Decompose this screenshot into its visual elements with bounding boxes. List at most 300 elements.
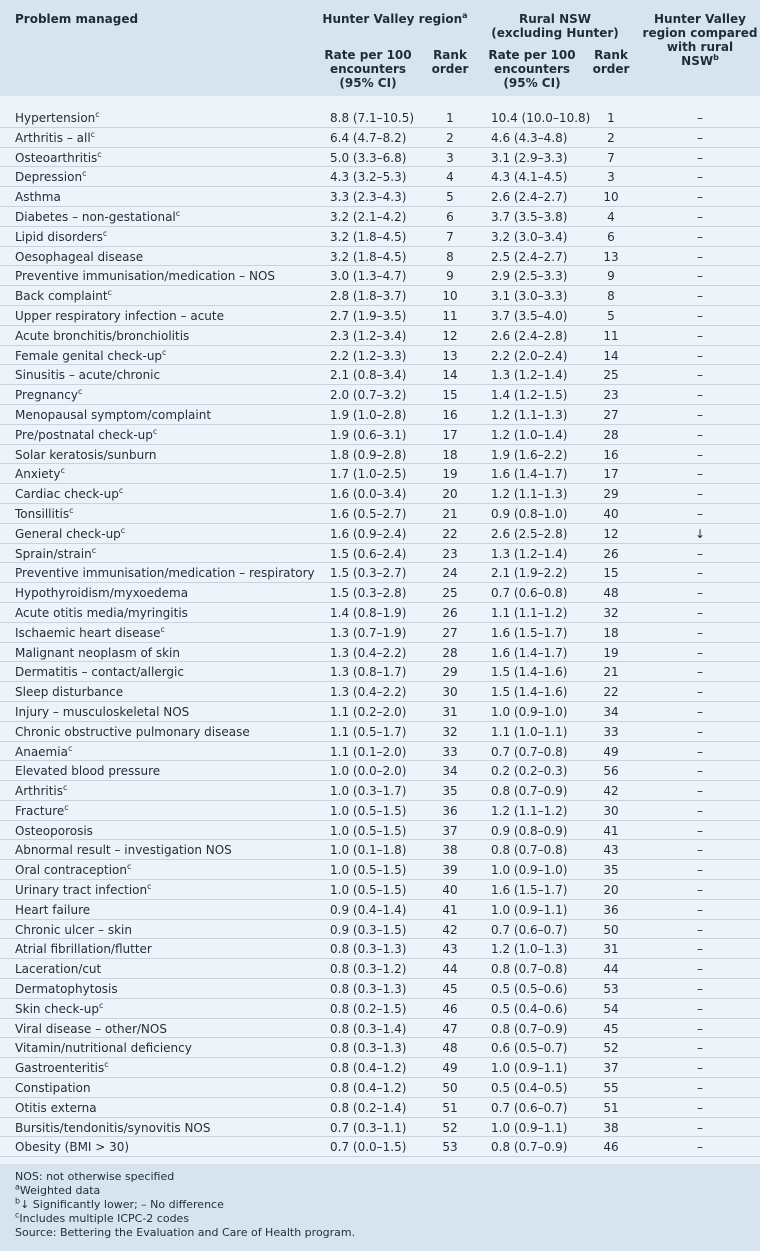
problem-text: Sinusitis – acute/chronic — [15, 368, 161, 383]
problem-cell — [15, 388, 82, 402]
table-row — [0, 365, 760, 385]
nsw-rank-cell: 34 — [603, 704, 619, 719]
comparison-cell: – — [697, 427, 703, 442]
comparison-cell: – — [697, 724, 703, 739]
header-problem: Problem managed — [15, 12, 139, 26]
comparison-cell: – — [697, 843, 703, 858]
problem-cell — [15, 151, 102, 165]
nsw-rank-cell: 2 — [607, 130, 615, 145]
problem-text: Cardiac check-up — [15, 487, 119, 502]
footnote-nos: NOS: not otherwise specified — [15, 1170, 175, 1183]
footnote-b-text: ↓ Significantly lower; – No difference — [20, 1198, 224, 1211]
table-row — [0, 207, 760, 227]
nsw-rank-cell: 32 — [603, 605, 619, 620]
nsw-rank-cell: 43 — [603, 843, 619, 858]
nsw-rate-cell: 1.0 (0.9–1.1) — [491, 1061, 568, 1076]
hunter-rate-cell: 1.1 (0.2–2.0) — [330, 704, 407, 719]
nsw-rate-cell: 2.6 (2.4–2.7) — [491, 190, 568, 205]
problem-cell — [15, 467, 65, 481]
hunter-rate-cell: 1.0 (0.3–1.7) — [330, 784, 407, 799]
problem-footnote-sup: c — [67, 743, 73, 753]
hunter-rate-cell: 0.9 (0.3–1.5) — [330, 922, 407, 937]
nsw-rank-cell: 9 — [607, 269, 615, 284]
hunter-rank-cell: 7 — [446, 229, 454, 244]
nsw-rank-cell: 46 — [603, 1140, 619, 1155]
comparison-cell: – — [697, 982, 703, 997]
hunter-rate-cell: 1.0 (0.5–1.5) — [330, 803, 407, 818]
problem-text: Preventive immunisation/medication – respiratory — [15, 566, 315, 581]
problem-text: Chronic ulcer – skin — [15, 922, 132, 937]
comparison-cell: – — [697, 348, 703, 363]
problem-cell — [15, 566, 315, 580]
hunter-rank-cell: 5 — [446, 190, 454, 205]
nsw-rate-cell: 2.6 (2.5–2.8) — [491, 526, 568, 541]
subheader-nsw-rank-line1: Rank — [594, 48, 628, 62]
comparison-cell: – — [697, 289, 703, 304]
problem-text: Obesity (BMI > 30) — [15, 1140, 130, 1155]
hunter-rank-cell: 11 — [442, 308, 458, 323]
nsw-rank-cell: 17 — [603, 467, 619, 482]
subheader-nsw-rate-line1: Rate per 100 — [488, 48, 576, 62]
table-row — [0, 504, 760, 524]
comparison-cell: – — [697, 665, 703, 680]
header-rural-line2: (excluding Hunter) — [491, 26, 619, 40]
nsw-rank-cell: 28 — [603, 427, 619, 442]
nsw-rate-cell: 0.8 (0.7–0.9) — [491, 784, 568, 799]
nsw-rank-cell: 13 — [603, 249, 619, 264]
hunter-rank-cell: 2 — [446, 130, 454, 145]
hunter-rank-cell: 6 — [446, 209, 454, 224]
problem-cell — [15, 646, 180, 660]
problem-text: Laceration/cut — [15, 962, 102, 977]
header-rural-line1: Rural NSW — [518, 12, 591, 26]
footnote-a-sup: a — [15, 1182, 20, 1192]
problem-cell — [15, 784, 67, 798]
comparison-cell: – — [697, 506, 703, 521]
problem-text: General check-up — [15, 526, 121, 541]
table-row — [0, 860, 760, 880]
hunter-rate-cell: 1.3 (0.4–2.2) — [330, 685, 407, 700]
table-row — [0, 801, 760, 821]
comparison-cell: – — [697, 249, 703, 264]
problem-cell — [15, 269, 275, 283]
nsw-rank-cell: 12 — [603, 526, 619, 541]
nsw-rank-cell: 50 — [603, 922, 619, 937]
problem-footnote-sup: c — [69, 505, 74, 515]
comparison-cell: – — [697, 209, 703, 224]
subheader-hv-rate-line2: encounters — [329, 62, 407, 76]
hunter-rank-cell: 43 — [442, 942, 458, 957]
nsw-rank-cell: 14 — [603, 348, 619, 363]
hunter-rank-cell: 32 — [442, 724, 458, 739]
nsw-rank-cell: 52 — [603, 1041, 619, 1056]
problem-text: Pregnancy — [15, 388, 78, 403]
problem-cell — [15, 210, 180, 224]
table-row — [0, 623, 760, 643]
nsw-rank-cell: 16 — [603, 447, 619, 462]
hunter-rate-cell: 2.3 (1.2–3.4) — [330, 328, 407, 343]
nsw-rank-cell: 22 — [603, 685, 619, 700]
comparison-cell: – — [697, 1061, 703, 1076]
problem-text: Oesophageal disease — [15, 249, 144, 264]
problem-text: Chronic obstructive pulmonary disease — [15, 724, 250, 739]
hunter-rank-cell: 1 — [446, 111, 454, 125]
problem-cell — [15, 1121, 211, 1135]
comparison-cell: – — [697, 902, 703, 917]
hunter-rank-cell: 35 — [442, 784, 458, 799]
nsw-rate-cell: 0.6 (0.5–0.7) — [491, 1041, 568, 1056]
subheader-nsw-rate-line2: encounters — [493, 62, 571, 76]
problem-text: Dermatophytosis — [15, 982, 118, 997]
problem-footnote-sup: c — [162, 347, 167, 357]
comparison-cell: – — [697, 328, 703, 343]
nsw-rate-cell: 1.0 (0.9–1.0) — [491, 704, 568, 719]
nsw-rate-cell: 0.2 (0.2–0.3) — [491, 764, 568, 779]
table-header — [0, 0, 760, 96]
nsw-rate-cell: 0.5 (0.5–0.6) — [491, 982, 568, 997]
table-row — [0, 920, 760, 940]
problem-cell — [15, 250, 143, 264]
problem-text: Acute bronchitis/bronchiolitis — [15, 328, 190, 343]
hunter-rate-cell: 0.8 (0.3–1.3) — [330, 982, 407, 997]
problem-text: Dermatitis – contact/allergic — [15, 665, 184, 680]
problem-text: Ischaemic heart disease — [15, 625, 161, 640]
footnote-a — [15, 1184, 100, 1197]
hunter-rank-cell: 18 — [442, 447, 458, 462]
hunter-rank-cell: 13 — [442, 348, 458, 363]
hunter-rank-cell: 24 — [442, 566, 458, 581]
table-row — [0, 346, 760, 366]
problem-text: Arthritis – all — [15, 130, 91, 145]
table-row — [0, 880, 760, 900]
problem-text: Osteoarthritis — [15, 150, 98, 165]
problem-footnote-sup: c — [77, 387, 83, 397]
problem-footnote-sup: c — [104, 1060, 109, 1070]
comparison-cell: – — [697, 645, 703, 660]
subheader-hv-rate-line3: (95% CI) — [339, 76, 397, 90]
hunter-rate-cell: 1.0 (0.5–1.5) — [330, 823, 407, 838]
hunter-rank-cell: 45 — [442, 982, 458, 997]
nsw-rank-cell: 49 — [603, 744, 619, 759]
comparison-cell: – — [697, 883, 703, 898]
hunter-rate-cell: 1.8 (0.9–2.8) — [330, 447, 407, 462]
problem-footnote-sup: c — [107, 288, 112, 298]
comparison-cell: – — [697, 605, 703, 620]
nsw-rate-cell: 0.8 (0.7–0.8) — [491, 843, 568, 858]
nsw-rate-cell: 1.5 (1.4–1.6) — [491, 665, 568, 680]
problem-footnote-sup: c — [90, 129, 96, 139]
problem-text: Acute otitis media/myringitis — [15, 605, 188, 620]
problem-footnote-sup: c — [152, 426, 158, 436]
problem-cell — [15, 863, 131, 877]
nsw-rank-cell: 45 — [603, 1021, 619, 1036]
problem-cell — [15, 309, 224, 323]
nsw-rate-cell: 1.0 (0.9–1.1) — [491, 902, 568, 917]
comparison-cell: – — [697, 803, 703, 818]
header-compare-line4: NSW — [681, 54, 714, 68]
hunter-rank-cell: 40 — [442, 883, 458, 898]
problem-footnote-sup: c — [97, 149, 102, 159]
problem-cell — [15, 843, 232, 857]
problem-text: Hypertension — [15, 111, 96, 125]
problem-cell — [15, 764, 160, 778]
problem-cell — [15, 230, 107, 244]
problem-text: Viral disease – other/NOS — [15, 1021, 167, 1036]
table-row — [0, 286, 760, 306]
problem-text: Diabetes – non-gestational — [15, 209, 176, 224]
comparison-cell: – — [697, 1120, 703, 1135]
hunter-rank-cell: 38 — [442, 843, 458, 858]
table-row — [0, 939, 760, 959]
nsw-rank-cell: 31 — [603, 942, 619, 957]
nsw-rate-cell: 1.0 (0.9–1.0) — [491, 863, 568, 878]
comparison-cell: – — [697, 368, 703, 383]
hunter-rate-cell: 2.2 (1.2–3.3) — [330, 348, 407, 363]
nsw-rate-cell: 1.5 (1.4–1.6) — [491, 685, 568, 700]
comparison-cell: – — [697, 685, 703, 700]
hunter-rank-cell: 29 — [442, 665, 458, 680]
problem-cell — [15, 349, 166, 363]
hunter-rate-cell: 1.3 (0.8–1.7) — [330, 665, 407, 680]
nsw-rank-cell: 27 — [603, 407, 619, 422]
table-row — [0, 167, 760, 187]
problem-cell — [15, 745, 72, 759]
problem-text: Otitis externa — [15, 1100, 97, 1115]
hunter-rate-cell: 1.5 (0.3–2.7) — [330, 566, 407, 581]
subheader-nsw-rate-line3: (95% CI) — [503, 76, 561, 90]
nsw-rank-cell: 54 — [603, 1001, 619, 1016]
table-row — [0, 544, 760, 564]
nsw-rank-cell: 40 — [603, 506, 619, 521]
header-compare-line1: Hunter Valley — [653, 12, 746, 26]
problem-footnote-sup: c — [63, 783, 68, 793]
hunter-rate-cell: 6.4 (4.7–8.2) — [330, 130, 407, 145]
nsw-rank-cell: 21 — [603, 665, 619, 680]
footnote-c-text: Includes multiple ICPC-2 codes — [19, 1212, 190, 1225]
nsw-rank-cell: 35 — [603, 863, 619, 878]
hunter-rate-cell: 1.9 (0.6–3.1) — [330, 427, 407, 442]
table-row — [0, 484, 760, 504]
nsw-rank-cell: 51 — [603, 1100, 619, 1115]
problem-cell — [15, 1022, 167, 1036]
nsw-rank-cell: 44 — [603, 962, 619, 977]
nsw-rate-cell: 0.5 (0.4–0.5) — [491, 1081, 568, 1096]
comparison-cell: – — [697, 308, 703, 323]
nsw-rate-cell: 3.2 (3.0–3.4) — [491, 229, 568, 244]
table-row — [0, 662, 760, 682]
nsw-rank-cell: 55 — [603, 1081, 619, 1096]
hunter-rank-cell: 46 — [442, 1001, 458, 1016]
hunter-rank-cell: 3 — [446, 150, 454, 165]
hunter-rank-cell: 30 — [442, 685, 458, 700]
hunter-rate-cell: 4.3 (3.2–5.3) — [330, 170, 407, 185]
nsw-rank-cell: 11 — [603, 328, 619, 343]
header-hunter-sup: a — [462, 11, 468, 20]
hunter-rank-cell: 14 — [442, 368, 458, 383]
problem-cell — [15, 982, 118, 996]
hunter-rate-cell: 0.8 (0.3–1.2) — [330, 962, 407, 977]
hunter-rank-cell: 17 — [442, 427, 458, 442]
nsw-rate-cell: 1.2 (1.0–1.3) — [491, 942, 568, 957]
problem-text: Asthma — [15, 190, 61, 205]
nsw-rank-cell: 36 — [603, 902, 619, 917]
problem-text: Oral contraception — [15, 863, 128, 878]
nsw-rate-cell: 1.6 (1.4–1.7) — [491, 467, 568, 482]
hunter-rank-cell: 42 — [442, 922, 458, 937]
problem-text: Injury – musculoskeletal NOS — [15, 704, 190, 719]
hunter-rate-cell: 3.3 (2.3–4.3) — [330, 190, 407, 205]
problem-text: Depression — [15, 170, 83, 185]
comparison-cell: – — [697, 942, 703, 957]
hunter-rate-cell: 1.0 (0.0–2.0) — [330, 764, 407, 779]
hunter-rate-cell: 0.7 (0.0–1.5) — [330, 1140, 407, 1155]
problem-cell — [15, 131, 95, 145]
problem-cell — [15, 606, 188, 620]
problem-footnote-sup: c — [102, 228, 108, 238]
hunter-rank-cell: 22 — [442, 526, 458, 541]
hunter-rank-cell: 48 — [442, 1041, 458, 1056]
problem-cell — [15, 547, 96, 561]
hunter-rate-cell: 0.9 (0.4–1.4) — [330, 902, 407, 917]
header-hunter-valley — [300, 12, 490, 26]
problem-cell — [15, 170, 86, 184]
hunter-rate-cell: 0.8 (0.4–1.2) — [330, 1081, 407, 1096]
nsw-rate-cell: 0.8 (0.7–0.9) — [491, 1140, 568, 1155]
nsw-rate-cell: 1.4 (1.2–1.5) — [491, 388, 568, 403]
problem-footnote-sup: c — [95, 110, 100, 119]
table-row — [0, 682, 760, 702]
problem-cell — [15, 527, 125, 541]
problem-cell — [15, 428, 157, 442]
comparison-cell: – — [697, 863, 703, 878]
comparison-cell: – — [697, 467, 703, 482]
problem-cell — [15, 1101, 97, 1115]
table-row — [0, 840, 760, 860]
table-row — [0, 128, 760, 148]
comparison-cell: – — [697, 269, 703, 284]
problem-cell — [15, 507, 74, 521]
nsw-rank-cell: 56 — [603, 764, 619, 779]
hunter-rank-cell: 53 — [442, 1140, 458, 1155]
nsw-rate-cell: 1.9 (1.6–2.2) — [491, 447, 568, 462]
hunter-rank-cell: 50 — [442, 1081, 458, 1096]
problem-cell — [15, 586, 188, 600]
comparison-cell: – — [697, 823, 703, 838]
subheader-nsw-rank-line2: order — [592, 62, 630, 76]
nsw-rank-cell: 20 — [603, 883, 619, 898]
hunter-rank-cell: 20 — [442, 487, 458, 502]
footnote-source: Source: Bettering the Evaluation and Care of Health program. — [15, 1226, 356, 1239]
hunter-rate-cell: 0.7 (0.3–1.1) — [330, 1120, 407, 1135]
hunter-rate-cell: 1.6 (0.5–2.7) — [330, 506, 407, 521]
table-footnotes — [0, 1164, 760, 1251]
header-comparison — [640, 12, 760, 68]
nsw-rate-cell: 1.1 (1.0–1.1) — [491, 724, 568, 739]
hunter-rank-cell: 44 — [442, 962, 458, 977]
problem-text: Pre/postnatal check-up — [15, 427, 153, 442]
footnote-a-text: Weighted data — [19, 1184, 101, 1197]
table-row — [0, 306, 760, 326]
nsw-rate-cell: 1.2 (1.0–1.4) — [491, 427, 568, 442]
problem-text: Tonsillitis — [15, 506, 70, 521]
problem-footnote-sup: c — [60, 466, 65, 476]
comparison-cell: – — [697, 487, 703, 502]
subheader-hv-rank-line1: Rank — [433, 48, 467, 62]
problem-cell — [15, 725, 250, 739]
comparison-cell: – — [697, 1081, 703, 1096]
hunter-rank-cell: 9 — [446, 269, 454, 284]
hunter-rate-cell: 1.3 (0.4–2.2) — [330, 645, 407, 660]
nsw-rate-cell: 0.5 (0.4–0.6) — [491, 1001, 568, 1016]
problem-text: Malignant neoplasm of skin — [15, 645, 180, 660]
table-row — [0, 108, 760, 128]
comparison-cell: – — [697, 447, 703, 462]
nsw-rate-cell: 2.9 (2.5–3.3) — [491, 269, 568, 284]
comparison-cell: – — [697, 586, 703, 601]
problem-text: Back complaint — [15, 289, 108, 304]
header-hunter-text: Hunter Valley region — [322, 12, 463, 26]
problem-footnote-sup: c — [118, 486, 124, 496]
nsw-rate-cell: 0.8 (0.7–0.8) — [491, 962, 568, 977]
nsw-rate-cell: 3.1 (2.9–3.3) — [491, 150, 568, 165]
nsw-rate-cell: 0.7 (0.6–0.7) — [491, 922, 568, 937]
nsw-rate-cell: 2.1 (1.9–2.2) — [491, 566, 568, 581]
table-row — [0, 1019, 760, 1039]
problem-cell — [15, 368, 160, 382]
hunter-rank-cell: 4 — [446, 170, 454, 185]
table-row — [0, 979, 760, 999]
nsw-rank-cell: 37 — [603, 1061, 619, 1076]
hunter-rank-cell: 41 — [442, 902, 458, 917]
hunter-rank-cell: 26 — [442, 605, 458, 620]
comparison-cell: – — [697, 1100, 703, 1115]
comparison-cell: – — [697, 1140, 703, 1155]
comparison-cell: – — [697, 1001, 703, 1016]
problem-cell — [15, 883, 152, 897]
problem-text: Sprain/strain — [15, 546, 92, 561]
problem-footnote-sup: c — [91, 545, 97, 555]
problem-cell — [15, 408, 211, 422]
hunter-rate-cell: 1.7 (1.0–2.5) — [330, 467, 407, 482]
problem-text: Hypothyroidism/myxoedema — [15, 586, 189, 601]
nsw-rank-cell: 8 — [607, 289, 615, 304]
table-row — [0, 702, 760, 722]
table-row — [0, 148, 760, 168]
hunter-rank-cell: 28 — [442, 645, 458, 660]
problem-footnote-sup: c — [127, 862, 132, 872]
header-compare-sup: b — [713, 53, 719, 62]
nsw-rate-cell: 3.1 (3.0–3.3) — [491, 289, 568, 304]
hunter-rank-cell: 33 — [442, 744, 458, 759]
problem-cell — [15, 1041, 192, 1055]
comparison-cell: – — [697, 388, 703, 403]
nsw-rate-cell: 1.0 (0.9–1.1) — [491, 1120, 568, 1135]
table-row — [0, 385, 760, 405]
nsw-rate-cell: 10.4 (10.0–10.8) — [491, 111, 591, 125]
nsw-rank-cell: 25 — [603, 368, 619, 383]
nsw-rank-cell: 33 — [603, 724, 619, 739]
problem-text: Female genital check-up — [15, 348, 163, 363]
table-row — [0, 643, 760, 663]
hunter-rate-cell: 1.0 (0.5–1.5) — [330, 883, 407, 898]
hunter-rank-cell: 21 — [442, 506, 458, 521]
problem-cell — [15, 329, 189, 343]
table-row — [0, 227, 760, 247]
comparison-cell: – — [697, 764, 703, 779]
problem-text: Preventive immunisation/medication – NOS — [15, 269, 276, 284]
comparison-cell: – — [697, 744, 703, 759]
hunter-rate-cell: 0.8 (0.2–1.4) — [330, 1100, 407, 1115]
